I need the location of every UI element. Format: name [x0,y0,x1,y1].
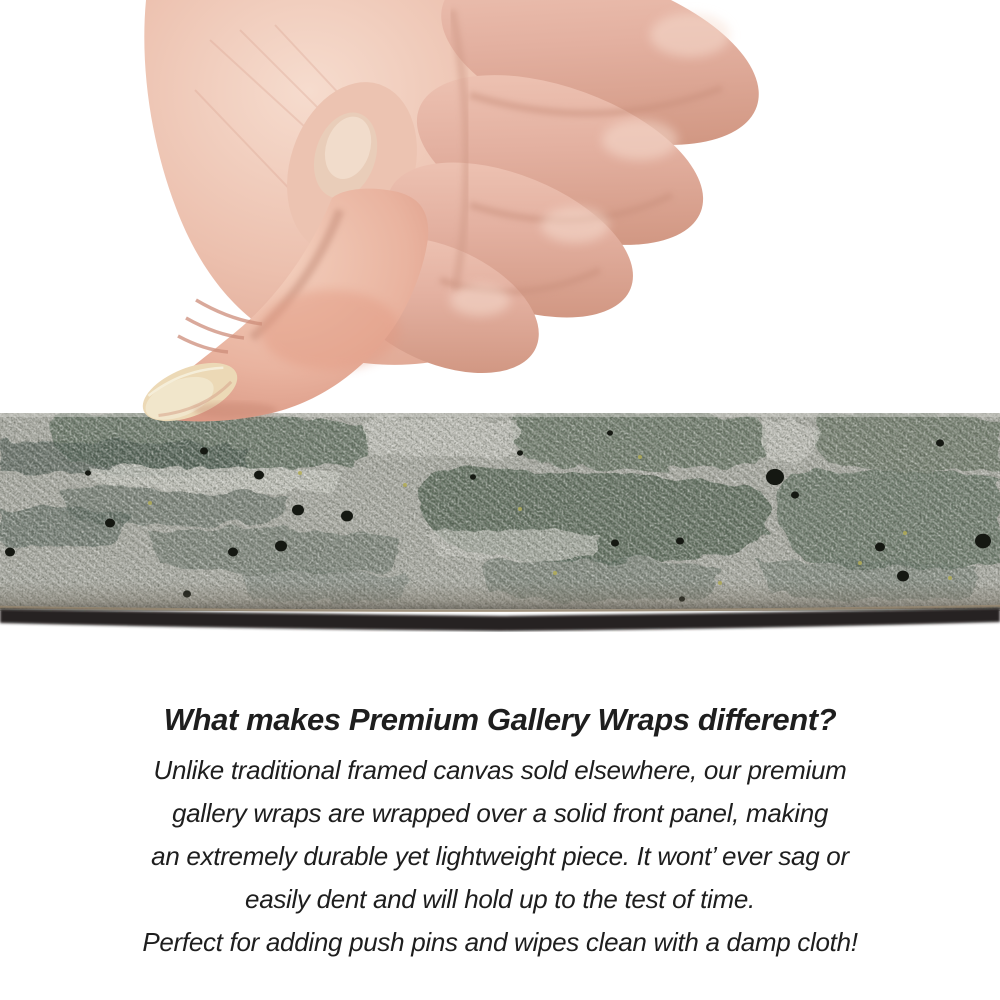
caption-line: an extremely durable yet lightweight piece. It wont’ ever sag or [151,841,849,871]
canvas-strip [0,413,1000,632]
canvas-bottom-edge [0,581,1000,631]
caption-heading: What makes Premium Gallery Wraps different? [163,702,837,737]
caption-line: easily dent and will hold up to the test of time. [245,884,755,914]
caption-line: Perfect for adding push pins and wipes clean with a damp cloth! [142,927,858,957]
hand-photo [0,0,1000,430]
caption-block [0,698,1000,964]
canvas-weave-pattern [0,413,1000,609]
caption-line: gallery wraps are wrapped over a solid front panel, making [171,798,829,828]
caption-line: Unlike traditional framed canvas sold elsewhere, our premium [153,755,847,785]
